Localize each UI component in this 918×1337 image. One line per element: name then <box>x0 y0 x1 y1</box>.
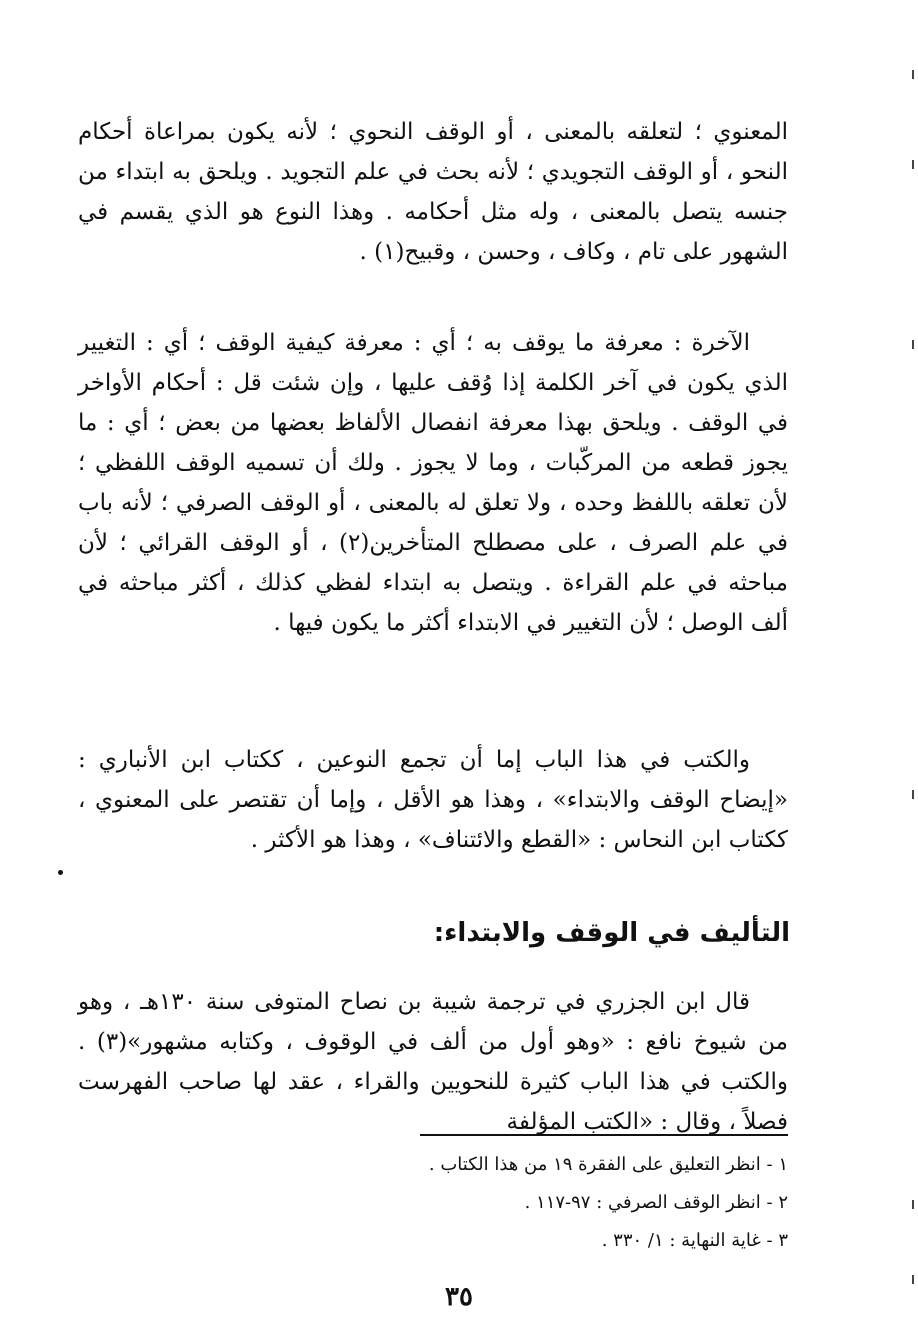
paragraph-4: قال ابن الجزري في ترجمة شيبة بن نصاح المتوفى سنة ١٣٠هـ ، وهو من شيوخ نافع : «وهو أول من ألف في الوقوف ، وكتابه مشهور»(٣) . والكتب في هذا الباب كثيرة للنحويين والقراء ، عقد لها صاحب الفهرست فصلاً ، وقال : «الكتب المؤلفة <box>78 989 788 1135</box>
scan-edge-mark <box>912 1200 914 1209</box>
page-number: ٣٥ <box>445 1282 473 1312</box>
footnote-divider <box>420 1134 788 1136</box>
scan-edge-mark <box>912 1275 914 1284</box>
footnote-3: ٣ - غاية النهاية : ١/ ٣٣٠ . <box>601 1230 788 1251</box>
scan-edge-mark <box>912 160 914 169</box>
section-heading: التأليف في الوقف والابتداء: <box>433 918 790 948</box>
paragraph-3: والكتب في هذا الباب إما أن تجمع النوعين ، ككتاب ابن الأنباري : «إيضاح الوقف والابتداء» ، وهذا هو الأقل ، وإما أن تقتصر على المعنوي ، ككتاب ابن النحاس : «القطع والائتناف» ، وهذا هو الأكثر . <box>78 747 788 853</box>
scan-edge-mark <box>912 70 914 79</box>
scan-speck <box>58 870 63 875</box>
footnotes <box>228 1146 788 1260</box>
paragraph-2: الآخرة : معرفة ما يوقف به ؛ أي : معرفة كيفية الوقف ؛ أي : التغيير الذي يكون في آخر الكلمة إذا وُقف عليها ، وإن شئت قل : أحكام الأواخر في الوقف . ويلحق بهذا معرفة انفصال الألفاظ بعضها من بعض ؛ أي : ما يجوز قطعه من المركّبات ، وما لا يجوز . ولك أن تسميه الوقف اللفظي ؛ لأن تعلقه باللفظ وحده ، ولا تعلق له بالمعنى ، أو الوقف الصرفي ؛ لأنه باب في علم الصرف ، على مصطلح المتأخرين(٢) ، أو الوقف القرائي ؛ لأن مباحثه في علم القراءة . ويتصل به ابتداء لفظي كذلك ، أكثر مباحثه في ألف الوصل ؛ لأن التغيير في الابتداء أكثر ما يكون فيها . <box>78 330 788 636</box>
scan-edge-mark <box>912 340 914 349</box>
paragraph-1: المعنوي ؛ لتعلقه بالمعنى ، أو الوقف النحوي ؛ لأنه يكون بمراعاة أحكام النحو ، أو الوقف التجويدي ؛ لأنه بحث في علم التجويد . ويلحق به ابتداء من جنسه يتصل بالمعنى ، وله مثل أحكامه . وهذا النوع هو الذي يقسم في الشهور على تام ، وكاف ، وحسن ، وقبيح(١) . <box>78 119 788 265</box>
scan-edge-mark <box>912 790 914 799</box>
footnote-1: ١ - انظر التعليق على الفقرة ١٩ من هذا الكتاب . <box>428 1154 788 1175</box>
footnote-2: ٢ - انظر الوقف الصرفي : ٩٧-١١٧ . <box>524 1192 788 1213</box>
